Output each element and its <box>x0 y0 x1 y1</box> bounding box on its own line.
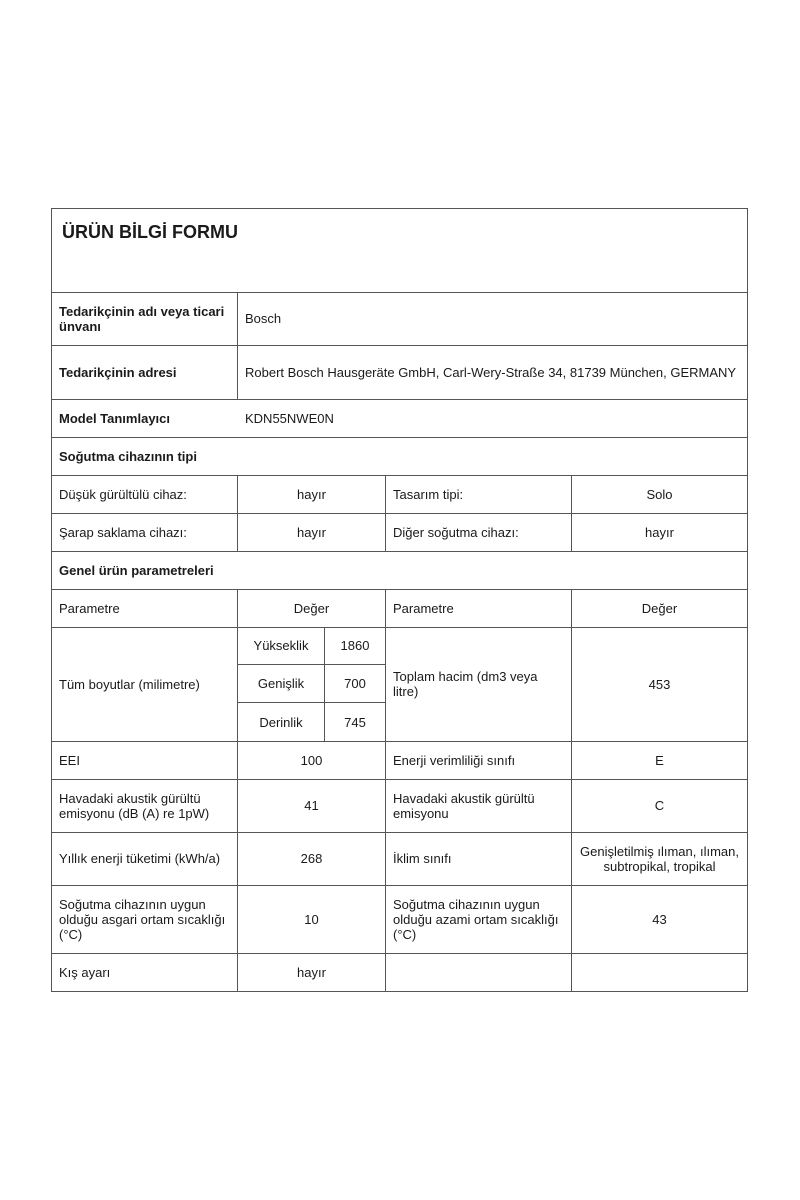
depth-label: Derinlik <box>259 714 303 730</box>
min-ambient-temp-value: 10 <box>304 911 319 927</box>
header-parameter-2: Parametre <box>393 600 454 616</box>
height-label: Yükseklik <box>253 638 309 653</box>
other-cooling-value: hayır <box>645 524 674 540</box>
other-cooling-label: Diğer soğutma cihazı: <box>393 524 519 540</box>
wine-storage-value: hayır <box>297 524 326 540</box>
min-ambient-temp-label: Soğutma cihazının uygun olduğu asgari ortam sıcaklığı (°C) <box>59 896 226 942</box>
total-volume-value: 453 <box>648 676 671 692</box>
eei-label: EEI <box>59 752 80 768</box>
empty-cell <box>386 953 571 991</box>
winter-setting-label: Kış ayarı <box>59 964 111 980</box>
energy-class-value: E <box>655 752 664 768</box>
dimensions-label: Tüm boyutlar (milimetre) <box>59 676 200 692</box>
noise-db-value: 41 <box>304 798 319 813</box>
noise-db-label: Havadaki akustik gürültü emisyonu (dB (A) re 1pW) <box>59 790 210 821</box>
annual-energy-value: 268 <box>300 851 323 866</box>
header-value-2: Değer <box>641 600 678 616</box>
header-value-1: Değer <box>293 600 330 616</box>
max-ambient-temp-value: 43 <box>652 911 667 927</box>
height-value: 1860 <box>340 638 370 653</box>
low-noise-value: hayır <box>297 486 326 502</box>
general-section-heading: Genel ürün parametreleri <box>59 562 214 578</box>
depth-value: 745 <box>344 714 366 730</box>
noise-class-label: Havadaki akustik gürültü emisyonu <box>393 790 535 821</box>
address-label: Tedarikçinin adresi <box>59 364 177 380</box>
low-noise-label: Düşük gürültülü cihaz: <box>59 486 187 502</box>
energy-class-label: Enerji verimliliği sınıfı <box>393 752 516 768</box>
eei-value: 100 <box>300 752 323 768</box>
supplier-value: Bosch <box>245 311 282 326</box>
wine-storage-label: Şarap saklama cihazı: <box>59 524 187 540</box>
climate-class-value: Genişletilmiş ılıman, ılıman, subtropikal, tropikal <box>580 843 739 874</box>
type-section-heading: Soğutma cihazının tipi <box>59 448 197 464</box>
annual-energy-label: Yıllık enerji tüketimi (kWh/a) <box>59 851 221 866</box>
design-type-value: Solo <box>646 486 673 502</box>
width-label: Genişlik <box>257 676 305 691</box>
model-label: Model Tanımlayıcı <box>59 410 171 426</box>
product-info-form <box>51 208 748 992</box>
winter-setting-value: hayır <box>297 964 326 980</box>
max-ambient-temp-label: Soğutma cihazının uygun olduğu azami ortam sıcaklığı (°C) <box>393 896 559 942</box>
total-volume-label: Toplam hacim (dm3 veya litre) <box>393 669 538 699</box>
noise-class-value: C <box>654 798 665 813</box>
model-value: KDN55NWE0N <box>245 410 334 426</box>
empty-cell <box>572 953 747 991</box>
width-value: 700 <box>344 676 366 691</box>
form-title: ÜRÜN BİLGİ FORMU <box>62 222 238 242</box>
header-parameter-1: Parametre <box>59 600 120 616</box>
design-type-label: Tasarım tipi: <box>393 486 464 502</box>
address-value: Robert Bosch Hausgeräte GmbH, Carl-Wery-Straße 34, 81739 München, GERMANY <box>245 364 737 380</box>
climate-class-label: İklim sınıfı <box>393 851 452 866</box>
supplier-label: Tedarikçinin adı veya ticari ünvanı <box>59 303 225 334</box>
